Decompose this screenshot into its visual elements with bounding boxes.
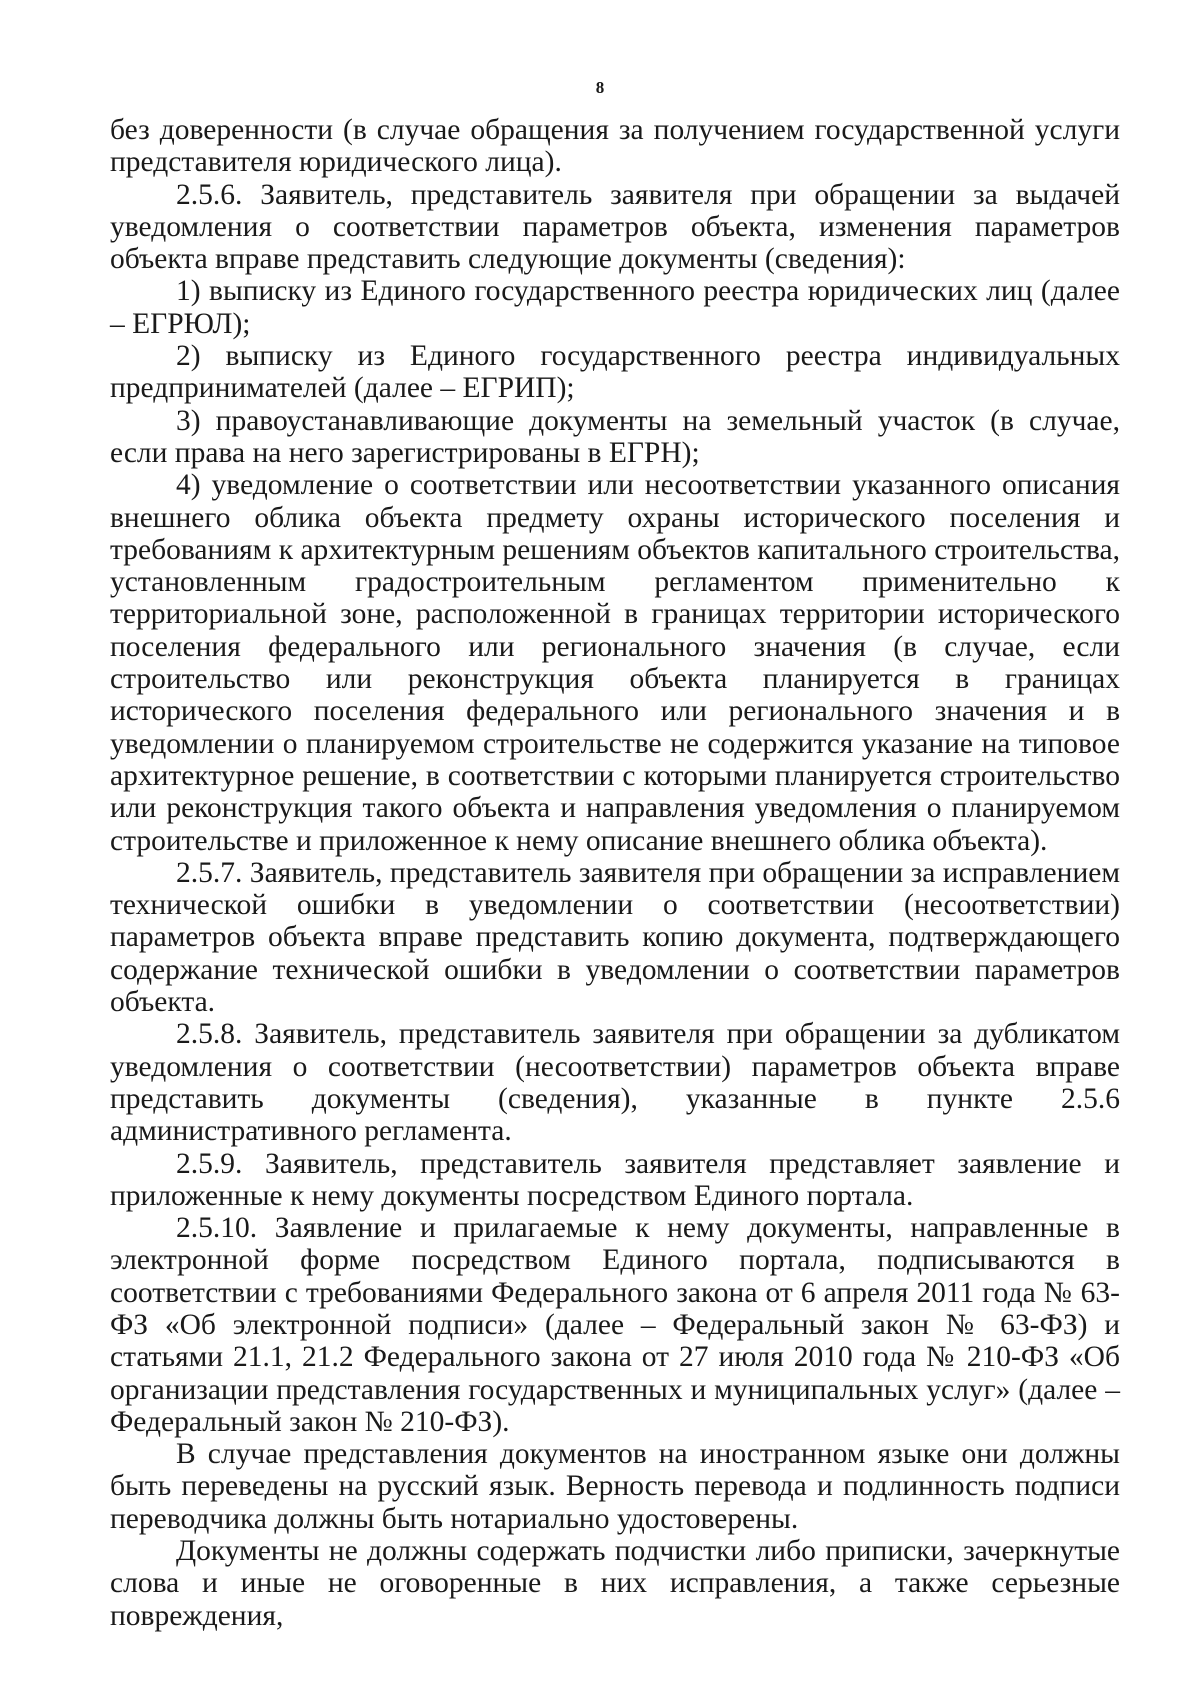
paragraph-2-5-7: 2.5.7. Заявитель, представитель заявителя при обращении за исправлением технической ошибки в уведомлении о соответствии (несоответствии) параметров объекта вправе представить копию документа, подтверждающего содержание технической ошибки в уведомлении о соответствии параметров объекта.	[110, 856, 1120, 1019]
paragraph-document-requirements: Документы не должны содержать подчистки либо приписки, зачеркнутые слова и иные не оговоренные в них исправления, а также серьезные повреждения,	[110, 1535, 1120, 1632]
paragraph-continuation: без доверенности (в случае обращения за получением государственной услуги представителя юридического лица).	[110, 114, 1120, 179]
list-item-2-egrip: 2) выписку из Единого государственного реестра индивидуальных предпринимателей (далее – ЕГРИП);	[110, 340, 1120, 405]
list-item-4-notification: 4) уведомление о соответствии или несоответствии указанного описания внешнего облика объекта предмету охраны исторического поселения и требованиям к архитектурным решениям объектов капитального строительства, установленным градостроительным регламентом применительно к территориальной зоне, расположенной в границах территории исторического поселения федерального или регионального значения (в случае, если строительство или реконструкция объекта планируется в границах исторического поселения федерального или регионального значения и в уведомлении о планируемом строительстве не содержится указание на типовое архитектурное решение, в соответствии с которыми планируется строительство или реконструкция такого объекта и направления уведомления о планируемом строительстве и приложенное к нему описание внешнего облика объекта).	[110, 469, 1120, 857]
paragraph-2-5-6: 2.5.6. Заявитель, представитель заявителя при обращении за выдачей уведомления о соответствии параметров объекта, изменения параметров объекта вправе представить следующие документы (сведения):	[110, 178, 1120, 276]
page-number: 8	[595, 78, 605, 97]
list-item-3-land-documents: 3) правоустанавливающие документы на земельный участок (в случае, если права на него зарегистрированы в ЕГРН);	[110, 404, 1120, 469]
paragraph-2-5-10: 2.5.10. Заявление и прилагаемые к нему документы, направленные в электронной форме посредством Единого портала, подписываются в соответствии с требованиями Федерального закона от 6 апреля 2011 года № 63-ФЗ «Об электронной подписи» (далее – Федеральный закон № 63-ФЗ) и статьями 21.1, 21.2 Федерального закона от 27 июля 2010 года № 210-ФЗ «Об организации представления государственных и муниципальных услуг» (далее – Федеральный закон № 210-ФЗ).	[110, 1212, 1120, 1438]
list-item-1-egrul: 1) выписку из Единого государственного реестра юридических лиц (далее – ЕГРЮЛ);	[110, 275, 1120, 340]
paragraph-2-5-8: 2.5.8. Заявитель, представитель заявителя при обращении за дубликатом уведомления о соответствии (несоответствии) параметров объекта вправе представить документы (сведения), указанные в пункте 2.5.6 административного регламента.	[110, 1018, 1120, 1148]
paragraph-foreign-language: В случае представления документов на иностранном языке они должны быть переведены на русский язык. Верность перевода и подлинность подписи переводчика должны быть нотариально удостоверены.	[110, 1438, 1120, 1535]
document-body	[110, 114, 1120, 1632]
paragraph-2-5-9: 2.5.9. Заявитель, представитель заявителя представляет заявление и приложенные к нему документы посредством Единого портала.	[110, 1147, 1120, 1212]
